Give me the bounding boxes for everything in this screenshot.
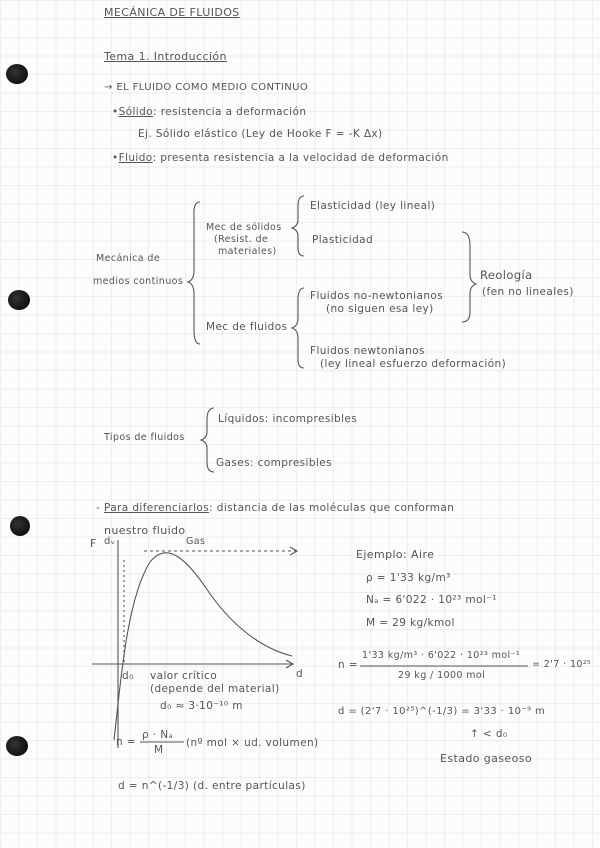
tree-solids-line2: (Resist. de [214, 234, 269, 245]
graph-critical-line1: valor crítico [150, 670, 218, 682]
formula-n-note: (nº mol × ud. volumen) [186, 737, 319, 749]
graph-gas-label: Gas [186, 536, 206, 547]
formula-n-lhs: n = [116, 736, 136, 748]
tree-root-line2: medios continuos [93, 276, 184, 287]
intro-heading: → EL FLUIDO COMO MEDIO CONTINUO [104, 82, 309, 93]
types-label: Tipos de fluidos [104, 432, 185, 443]
force-curve [114, 553, 292, 740]
fluids-brace [292, 288, 304, 368]
example-na: Nₐ = 6'022 · 10²³ mol⁻¹ [366, 594, 497, 606]
solid-example: Ej. Sólido elástico (Ley de Hooke F = -K Δx) [138, 128, 383, 140]
tree-solids-line3: materiales) [218, 246, 277, 257]
diff-definition: : distancia de las moléculas que conforman [209, 502, 455, 514]
tree-solids-line1: Mec de sólidos [206, 222, 282, 233]
fluid-term: Fluido [118, 152, 153, 164]
tree-nonnewton-line1: Fluidos no-newtonianos [310, 290, 444, 302]
tree-newton-line2: (ley lineal esfuerzo deformación) [320, 358, 507, 370]
example-compare: ↑ < d₀ [470, 728, 508, 740]
graph-top-label: dᵥ [104, 536, 116, 547]
page-title: MECÁNICA DE FLUIDOS [104, 6, 240, 19]
graph-d0-value: d₀ ≈ 3·10⁻¹⁰ m [160, 700, 243, 712]
diff-line2: nuestro fluido [104, 524, 186, 537]
formula-n-den: M [154, 744, 164, 756]
solid-term: Sólido [118, 106, 154, 118]
diff-line1: - Para diferenciarlos: distancia de las moléculas que conforman [96, 502, 455, 514]
fluid-definition: : presenta resistencia a la velocidad de deformación [152, 152, 449, 164]
solid-bullet: •Sólido: resistencia a deformación [112, 106, 307, 118]
diff-term: Para diferenciarlos [103, 502, 210, 514]
tree-fluids: Mec de fluidos [206, 321, 288, 333]
topic-title: Tema 1. Introducción [104, 50, 227, 63]
solids-brace [292, 196, 304, 256]
tree-newton-line1: Fluidos newtonianos [310, 345, 425, 357]
tree-root-line1: Mecánica de [96, 253, 161, 264]
example-n-num: 1'33 kg/m³ · 6'022 · 10²³ mol⁻¹ [362, 650, 521, 661]
tree-elasticity: Elasticidad (ley lineal) [310, 200, 436, 212]
graph-critical-line2: (depende del material) [150, 683, 280, 695]
graph-xlabel: d [296, 668, 304, 680]
solid-definition: : resistencia a deformación [153, 106, 307, 118]
rheology-brace [462, 232, 476, 322]
graph-ylabel: F [90, 538, 97, 550]
graph-d0: d₀ [122, 670, 134, 682]
example-title: Ejemplo: Aire [356, 548, 435, 561]
example-n-lhs: n = [338, 659, 358, 671]
types-gases: Gases: compresibles [216, 457, 332, 469]
example-n-den: 29 kg / 1000 mol [398, 670, 486, 681]
tree-nonnewton-line2: (no siguen esa ley) [326, 303, 434, 315]
example-m: M = 29 kg/kmol [366, 617, 455, 629]
types-liquids: Líquidos: incompresibles [218, 413, 358, 425]
formula-n-num: ρ · Nₐ [142, 729, 174, 741]
main-brace [188, 202, 200, 344]
example-n-result: = 2'7 · 10²⁵ [532, 659, 592, 670]
formula-d: d = n^(-1/3) (d. entre partículas) [118, 780, 306, 792]
tree-rheology-line1: Reología [480, 268, 533, 282]
example-rho: ρ = 1'33 kg/m³ [366, 572, 451, 584]
example-state: Estado gaseoso [440, 752, 532, 765]
fluid-bullet: •Fluido: presenta resistencia a la velocidad de deformación [112, 152, 449, 164]
types-brace [201, 408, 214, 472]
gas-arrow-head [290, 547, 297, 555]
tree-plasticity: Plasticidad [312, 234, 374, 246]
example-d-calc: d = (2'7 · 10²⁵)^(-1/3) = 3'33 · 10⁻⁹ m [338, 706, 546, 717]
tree-rheology-line2: (fen no lineales) [482, 286, 574, 298]
